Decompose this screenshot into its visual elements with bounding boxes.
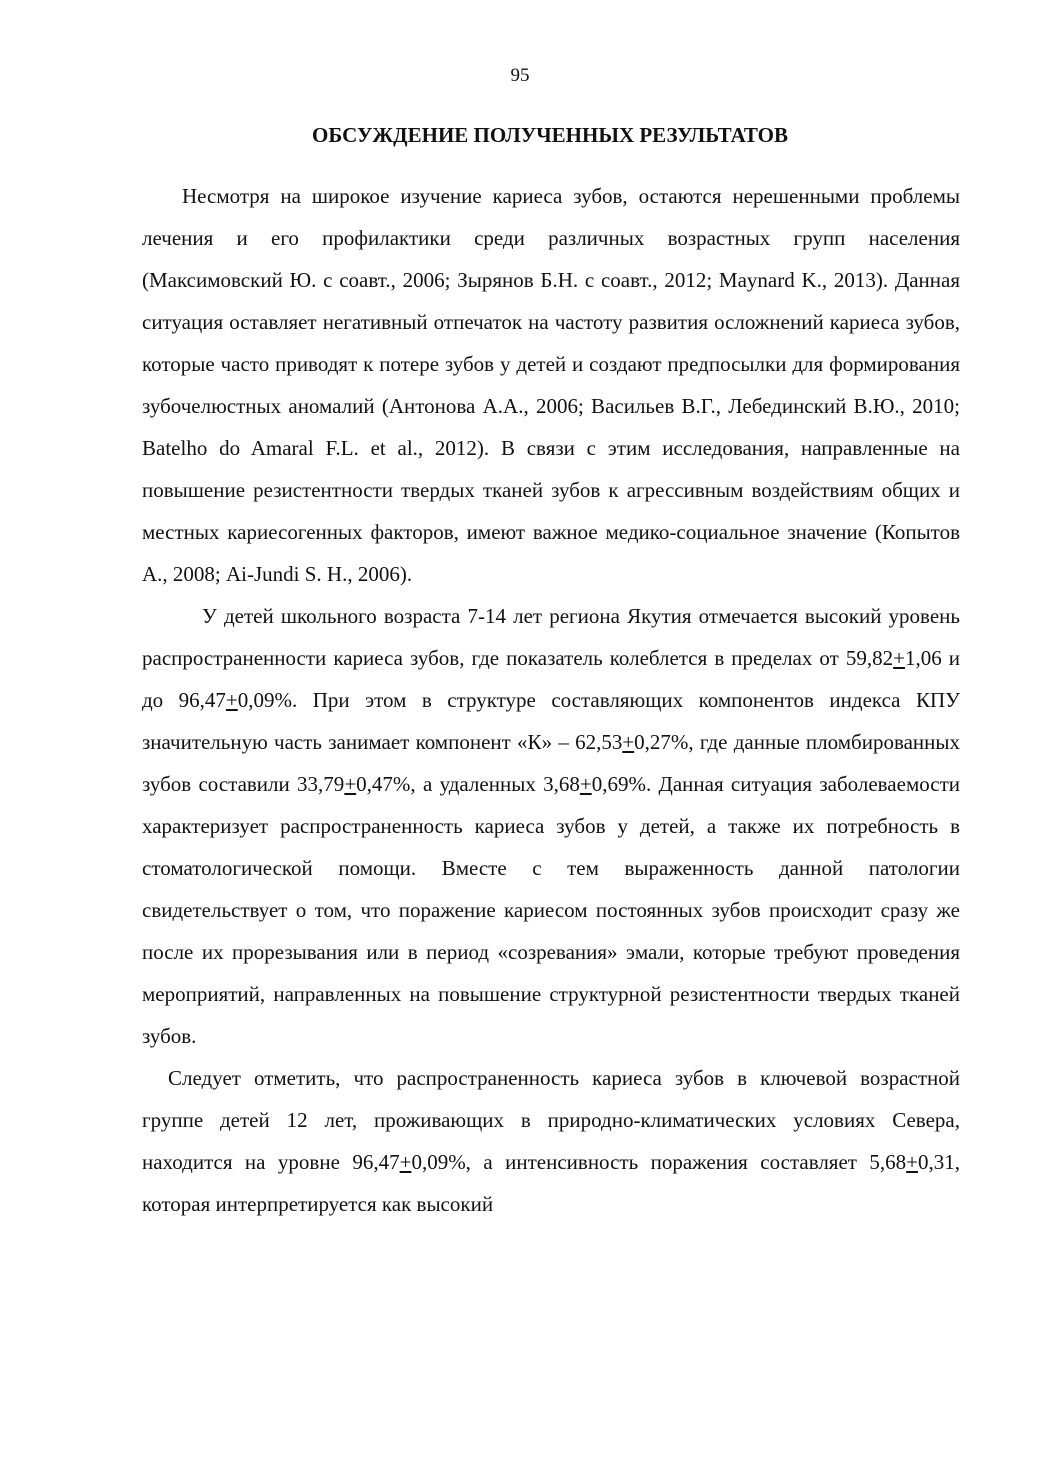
- plus-minus-sign: +: [579, 772, 592, 796]
- plus-minus-sign: +: [893, 646, 905, 670]
- plus-minus-sign: +: [622, 730, 635, 754]
- paragraph-age-group-12: [142, 1057, 960, 1225]
- text-run: 0,47%, а удаленных 3,68: [356, 772, 580, 796]
- text-run: Следует отметить, что распространенность кариеса зубов в ключевой возрастной группе детей 12 лет, проживающих в природно-климатических условиях Севера, находится на уровне 96,47: [142, 1066, 960, 1174]
- text-run: 0,69%. Данная ситуация заболеваемости характеризует распространенность кариеса зубов у детей, а также их потребность в стоматологической помощи. Вместе с тем выраженность данной патологии свидетельствует о том, что поражение кариесом постоянных зубов происходит сразу же после их прорезывания или в период «созревания» эмали, которые требуют проведения мероприятий, направленных на повышение структурной резистентности твердых тканей зубов.: [142, 772, 960, 1048]
- page-number: 95: [510, 65, 530, 86]
- plus-minus-sign: +: [225, 688, 238, 712]
- page-title: ОБСУЖДЕНИЕ ПОЛУЧЕННЫХ РЕЗУЛЬТАТОВ: [312, 123, 788, 147]
- paragraph-intro: Несмотря на широкое изучение кариеса зубов, остаются нерешенными проблемы лечения и его профилактики среди различных возрастных групп населения (Максимовский Ю. с соавт., 2006; Зырянов Б.Н. с соавт., 2012; Maynard K., 2013). Данная ситуация оставляет негативный отпечаток на частоту развития осложнений кариеса зубов, которые часто приводят к потере зубов у детей и создают предпосылки для формирования зубочелюстных аномалий (Антонова А.А., 2006; Васильев В.Г., Лебединский В.Ю., 2010; Batelho do Amaral F.L. et al., 2012). В связи с этим исследования, направленные на повышение резистентности твердых тканей зубов к агрессивным воздействиям общих и местных кариесогенных факторов, имеют важное медико-социальное значение (Копытов А., 2008; Ai-Jundi S. H., 2006).: [142, 184, 960, 586]
- plus-minus-sign: +: [399, 1150, 412, 1174]
- text-run: 1,06 и до 96,47: [142, 646, 960, 712]
- paragraph-caries-prevalence: [142, 595, 960, 1057]
- plus-minus-sign: +: [906, 1150, 918, 1174]
- text-run: 0,31, которая интерпретируется как высокий: [142, 1150, 960, 1216]
- text-run: У детей школьного возраста 7-14 лет региона Якутия отмечается высокий уровень распространенности кариеса зубов, где показатель колеблется в пределах от 59,82: [142, 604, 960, 670]
- document-body: [142, 175, 960, 1225]
- text-run: 0,09%. При этом в структуре составляющих компонентов индекса КПУ значительную часть занимает компонент «К» – 62,53: [142, 688, 960, 754]
- text-run: 0,09%, а интенсивность поражения составляет 5,68: [411, 1150, 907, 1174]
- text-run: 0,27%, где данные пломбированных зубов составили 33,79: [142, 730, 960, 796]
- plus-minus-sign: +: [344, 772, 357, 796]
